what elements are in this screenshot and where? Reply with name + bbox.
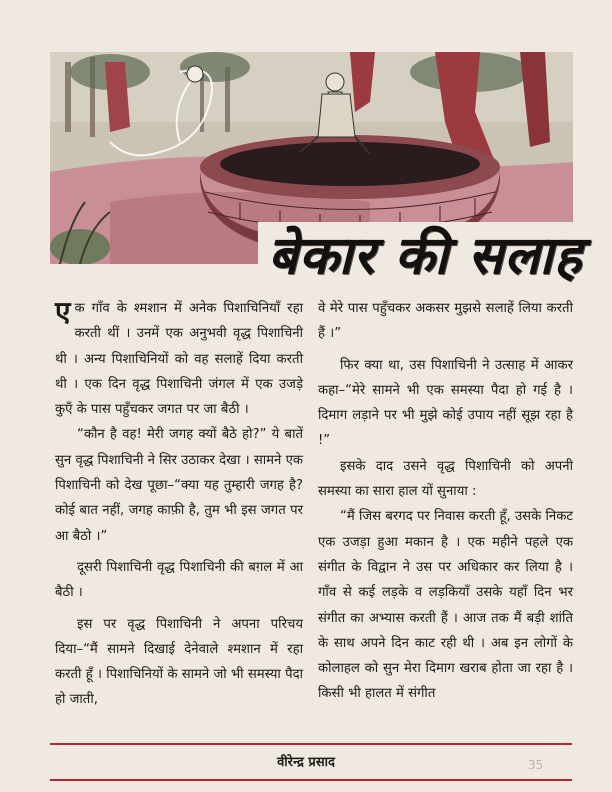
drop-cap: ए (55, 295, 71, 328)
paragraph: फिर क्या था, उस पिशाचिनी ने उत्साह में आकर कहा–“मेरे सामने भी एक समस्या पैदा हो गई है । दिमाग लड़ाने पर भी मुझे कोई उपाय नहीं सूझ रहा है !” (318, 357, 573, 449)
page-number: 35 (528, 758, 544, 772)
paragraph: इसके दाद उसने वृद्ध पिशाचिनी को अपनी समस्या का सारा हाल यों सुनाया : (318, 458, 573, 500)
story-title: बेकार की सलाह (268, 226, 583, 286)
paragraph-text: क गाँव के श्मशान में अनेक पिशाचिनियाँ रहा करती थीं । उनमें एक अनुभवी वृद्ध पिशाचिनी थी । अन्य पिशाचिनियों को वह सलाहें दिया करती थी । एक दिन वृद्ध पिशाचिनी जंगल में एक उजड़े कुएँ के पास पहुँचकर जगत पर जा बैठी । (55, 301, 303, 418)
right-text-column (318, 296, 573, 707)
paragraph: “मैं जिस बरगद पर निवास करती हूँ, उसके निकट एक उजड़ा हुआ मकान है । एक महीने पहले एक संगीत के विद्वान ने उस पर अधिकार कर लिया है । गाँव से कई लड़के व लड़कियाँ उसके यहाँ दिन भर संगीत का अभ्यास करती हैं । आज तक मैं बड़ी शांति के साथ अपने दिन काट रही थी । अब इन लोगों के कोलाहल को सुन मेरा दिमाग खराब होता जा रहा है । किसी भी हालत में संगीत (318, 509, 573, 702)
paragraph: वे मेरे पास पहुँचकर अकसर मुझसे सलाहें लिया करती हैं ।” (318, 301, 573, 342)
author-name: वीरेन्द्र प्रसाद (277, 755, 335, 770)
left-text-column (55, 296, 303, 713)
paragraph: दूसरी पिशाचिनी वृद्ध पिशाचिनी की बग़ल में आ बैठी । (55, 559, 303, 601)
divider-top (50, 743, 572, 745)
paragraph: इस पर वृद्ध पिशाचिनी ने अपना परिचय दिया–“मैं सामने दिखाई देनेवाले श्मशान में रहा करती हूँ । पिशाचिनियों के सामने जो भी समस्या पैदा हो जाती, (55, 616, 303, 708)
paragraph: “कौन है वह! मेरी जगह क्यों बैठे हो?” ये बातें सुन वृद्ध पिशाचिनी ने सिर उठाकर देखा । सामने एक पिशाचिनी को देख पूछा–“क्या यह तुम्हारी जगह है? कोई बात नहीं, जगह काफ़ी है, तुम भी इस जगत पर आ बैठो ।” (55, 427, 303, 544)
divider-bottom (50, 779, 572, 781)
paragraph (55, 296, 303, 422)
